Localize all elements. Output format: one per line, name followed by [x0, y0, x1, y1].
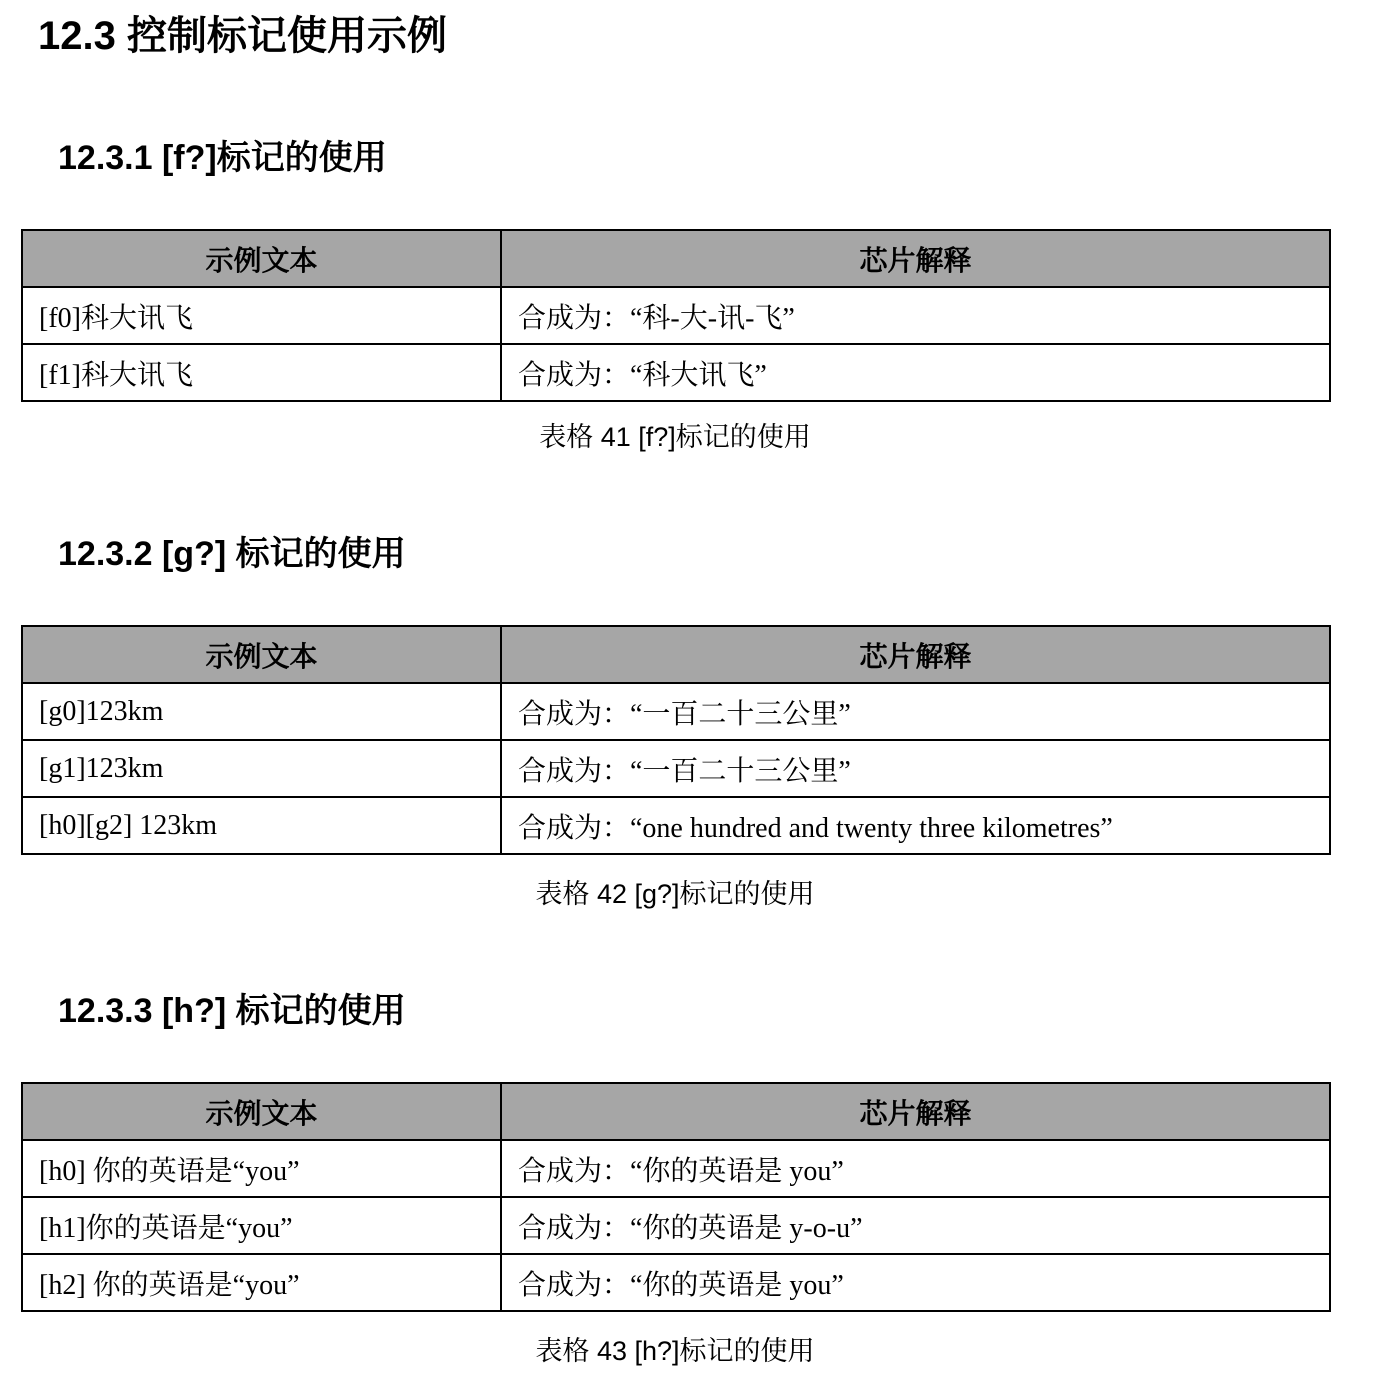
table-header-row: [22, 626, 1330, 683]
interpretation-cell: 合成为：“one hundred and twenty three kilometres”: [501, 797, 1330, 854]
column-header-example-text: 示例文本: [22, 626, 501, 683]
table-row: [22, 740, 1330, 797]
table-row: [22, 1140, 1330, 1197]
column-header-example-text: 示例文本: [22, 230, 501, 287]
example-text-cell: [g0]123km: [22, 683, 501, 740]
interpretation-cell: 合成为：“你的英语是 y-o-u”: [501, 1197, 1330, 1254]
column-header-chip-interpretation: 芯片解释: [501, 626, 1330, 683]
section-heading-g: 12.3.2 [g?] 标记的使用: [58, 535, 406, 573]
table-row: [22, 344, 1330, 401]
example-text-cell: [f0]科大讯飞: [22, 287, 501, 344]
table-row: [22, 287, 1330, 344]
example-text-cell: [h2] 你的英语是“you”: [22, 1254, 501, 1311]
section-heading-f: 12.3.1 [f?]标记的使用: [58, 139, 387, 177]
table-g-marker: [21, 625, 1331, 855]
example-text-cell: [h0][g2] 123km: [22, 797, 501, 854]
table-header-row: [22, 230, 1330, 287]
example-text-cell: [h1]你的英语是“you”: [22, 1197, 501, 1254]
interpretation-cell: 合成为：“一百二十三公里”: [501, 740, 1330, 797]
table-header-row: [22, 1083, 1330, 1140]
example-text-cell: [h0] 你的英语是“you”: [22, 1140, 501, 1197]
table-row: [22, 683, 1330, 740]
column-header-chip-interpretation: 芯片解释: [501, 1083, 1330, 1140]
interpretation-cell: 合成为：“科大讯飞”: [501, 344, 1330, 401]
interpretation-cell: 合成为：“你的英语是 you”: [501, 1254, 1330, 1311]
section-heading-h: 12.3.3 [h?] 标记的使用: [58, 992, 406, 1030]
column-header-chip-interpretation: 芯片解释: [501, 230, 1330, 287]
interpretation-cell: 合成为：“一百二十三公里”: [501, 683, 1330, 740]
interpretation-cell: 合成为：“科-大-讯-飞”: [501, 287, 1330, 344]
table-row: [22, 1254, 1330, 1311]
table-caption: 表格 42 [g?]标记的使用: [535, 879, 815, 909]
example-text-cell: [f1]科大讯飞: [22, 344, 501, 401]
table-h-marker: [21, 1082, 1331, 1312]
table-caption: 表格 43 [h?]标记的使用: [535, 1336, 815, 1366]
table-row: [22, 1197, 1330, 1254]
column-header-example-text: 示例文本: [22, 1083, 501, 1140]
interpretation-cell: 合成为：“你的英语是 you”: [501, 1140, 1330, 1197]
table-caption: 表格 41 [f?]标记的使用: [539, 422, 811, 452]
page-title: 12.3 控制标记使用示例: [38, 14, 447, 58]
table-row: [22, 797, 1330, 854]
example-text-cell: [g1]123km: [22, 740, 501, 797]
table-f-marker: [21, 229, 1331, 402]
